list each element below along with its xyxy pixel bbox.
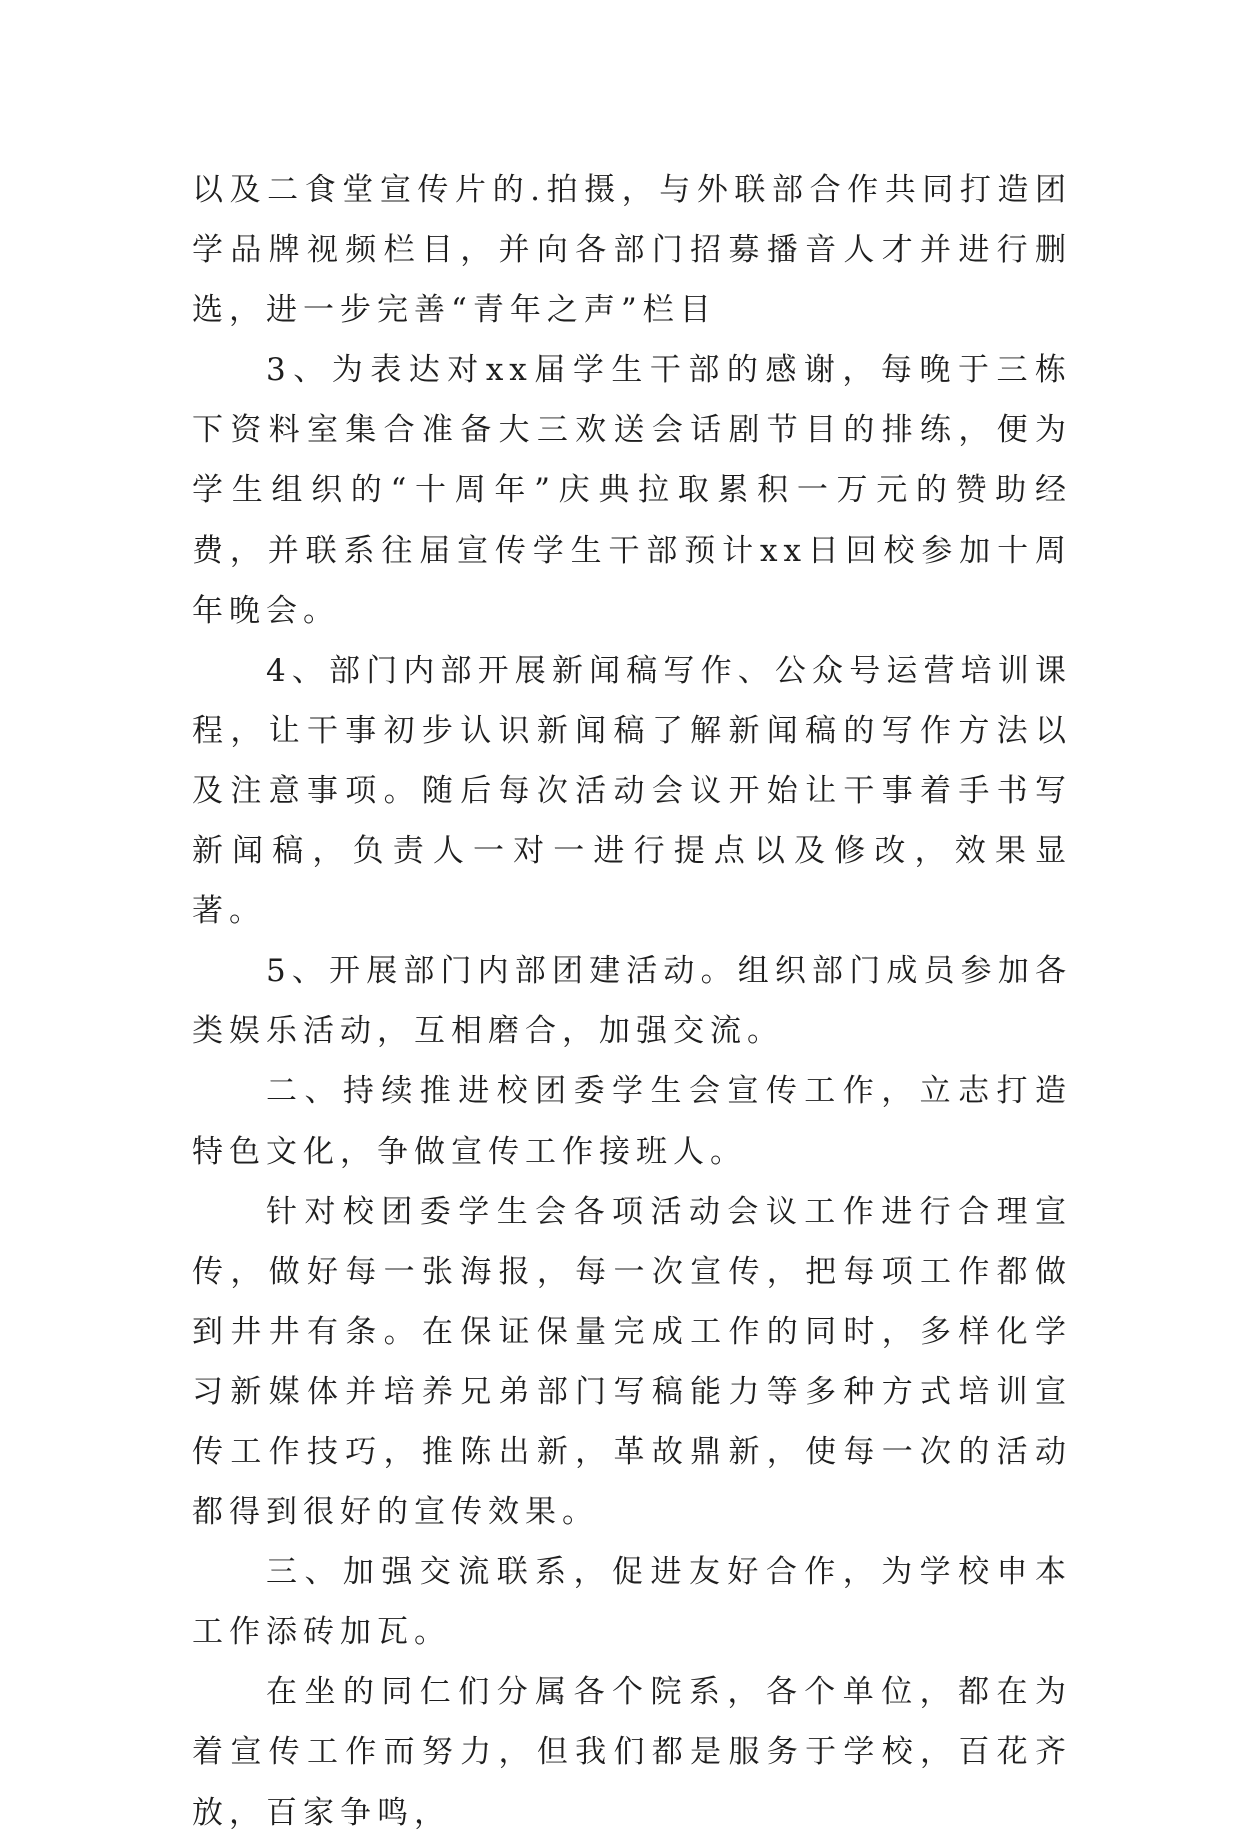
paragraph-7-heading: 三、加强交流联系，促进友好合作，为学校申本工作添砖加瓦。 bbox=[192, 1554, 1072, 1651]
paragraph-3: 4、部门内部开展新闻稿写作、公众号运营培训课程，让干事初步认识新闻稿了解新闻稿的写作方法以及注意事项。随后每次活动会议开始让干事着手书写新闻稿，负责人一对一进行提点以及修改，效果显著。 bbox=[192, 652, 1072, 930]
document-body bbox=[192, 160, 1072, 1843]
paragraph-6: 针对校团委学生会各项活动会议工作进行合理宣传，做好每一张海报，每一次宣传，把每项工作都做到井井有条。在保证保量完成工作的同时，多样化学习新媒体并培养兄弟部门写稿能力等多种方式培训宣传工作技巧，推陈出新，革故鼎新，使每一次的活动都得到很好的宣传效果。 bbox=[192, 1193, 1072, 1531]
paragraph-2: 3、为表达对xx届学生干部的感谢，每晚于三栋下资料室集合准备大三欢送会话剧节目的排练，便为学生组织的“十周年”庆典拉取累积一万元的赞助经费，并联系往届宣传学生干部预计xx日回校参加十周年晚会。 bbox=[192, 352, 1072, 629]
paragraph-1: 以及二食堂宣传片的.拍摄，与外联部合作共同打造团学品牌视频栏目，并向各部门招募播音人才并进行删选，进一步完善“青年之声”栏目 bbox=[192, 172, 1072, 329]
paragraph-4: 5、开展部门内部团建活动。组织部门成员参加各类娱乐活动，互相磨合，加强交流。 bbox=[192, 953, 1072, 1050]
paragraph-5-heading: 二、持续推进校团委学生会宣传工作，立志打造特色文化，争做宣传工作接班人。 bbox=[192, 1073, 1072, 1170]
paragraph-8: 在坐的同仁们分属各个院系，各个单位，都在为着宣传工作而努力，但我们都是服务于学校，百花齐放，百家争鸣， bbox=[192, 1674, 1072, 1831]
